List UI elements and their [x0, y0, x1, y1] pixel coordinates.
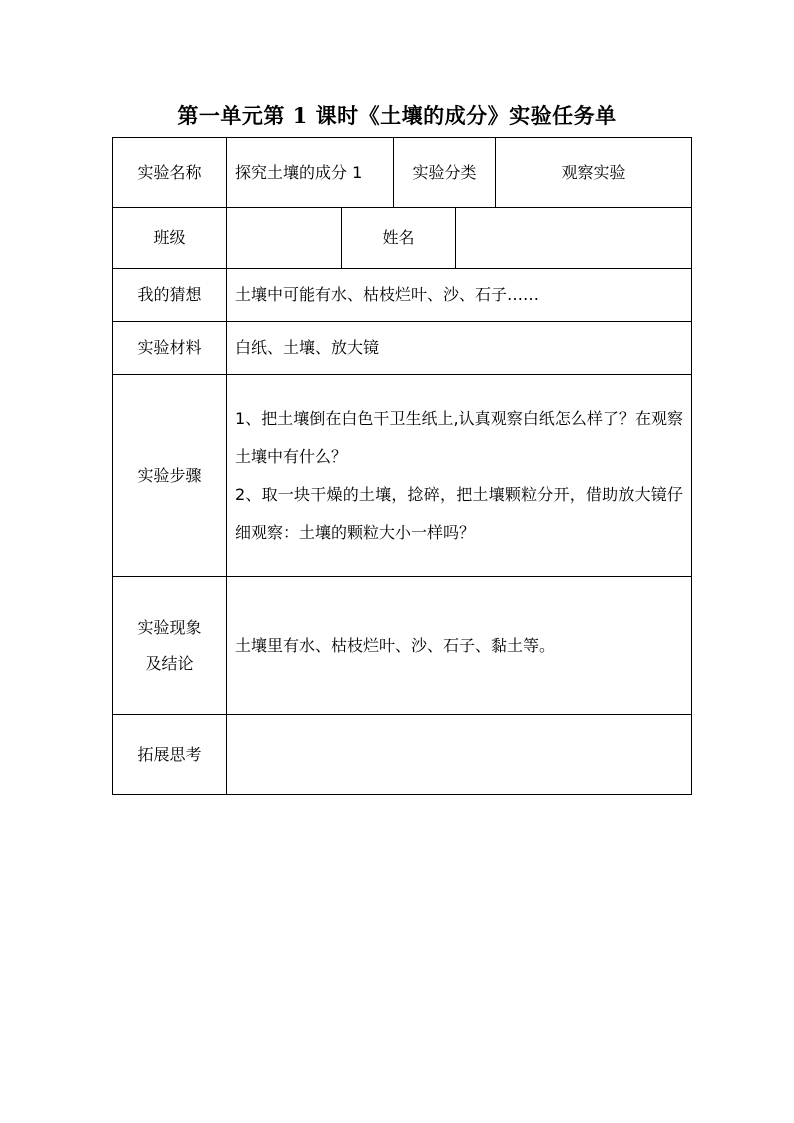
extension-label: 拓展思考	[113, 715, 227, 795]
row-materials	[113, 322, 692, 375]
row-experiment-name	[113, 138, 692, 208]
result-label	[113, 577, 227, 715]
row-hypothesis	[113, 269, 692, 322]
result-label-line1: 实验现象	[137, 617, 202, 637]
experiment-name-label: 实验名称	[113, 138, 227, 208]
steps-label: 实验步骤	[113, 375, 227, 577]
result-value: 土壤里有水、枯枝烂叶、沙、石子、黏土等。	[227, 577, 692, 715]
student-name-label: 姓名	[342, 208, 456, 269]
experiment-name-value: 探究土壤的成分 1	[227, 138, 394, 208]
row-class	[113, 208, 692, 269]
row-steps	[113, 375, 692, 577]
page-title: 第一单元第 1 课时《土壤的成分》实验任务单	[177, 103, 617, 128]
steps-content	[227, 375, 692, 577]
extension-value[interactable]	[227, 715, 692, 795]
materials-value: 白纸、土壤、放大镜	[227, 322, 692, 375]
experiment-category-label: 实验分类	[394, 138, 496, 208]
class-value[interactable]	[227, 208, 342, 269]
step-2: 2、取一块干燥的土壤，捻碎，把土壤颗粒分开，借助放大镜仔细观察：土壤的颗粒大小一样吗？	[235, 484, 684, 542]
student-name-value[interactable]	[456, 208, 692, 269]
step-1: 1、把土壤倒在白色干卫生纸上,认真观察白纸怎么样了？在观察土壤中有什么？	[235, 408, 684, 466]
hypothesis-value: 土壤中可能有水、枯枝烂叶、沙、石子……	[227, 269, 692, 322]
row-extension	[113, 715, 692, 795]
experiment-task-table	[112, 137, 692, 795]
class-label: 班级	[113, 208, 227, 269]
result-label-line2: 及结论	[145, 653, 194, 673]
experiment-category-value: 观察实验	[496, 138, 692, 208]
hypothesis-label: 我的猜想	[113, 269, 227, 322]
materials-label: 实验材料	[113, 322, 227, 375]
row-result	[113, 577, 692, 715]
